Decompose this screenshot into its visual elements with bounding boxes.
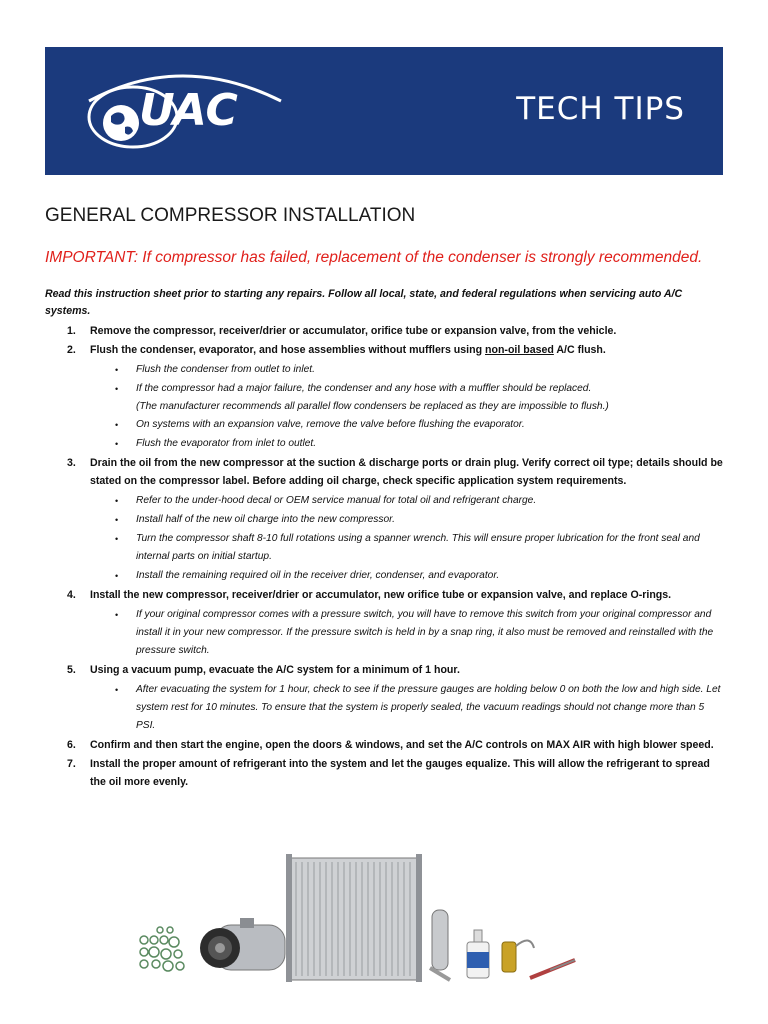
sub-item: • On systems with an expansion valve, remove the valve before flushing the evaporator. [115,419,525,430]
step-text: Confirm and then start the engine, open the doors & windows, and set the A/C controls on MAX AIR with high blower speed. [90,739,714,751]
sub-item: • If your original compressor comes with a pressure switch, you will have to remove this switch from your original compressor and install it in your new compressor. If the pressure switch is held in by a snap ring, it also must be removed and reinstalled with the pressure switch. [115,609,714,656]
step-number: 5. [67,664,76,676]
step-item [45,341,725,453]
uac-logo [81,61,291,161]
step-text: A/C flush. [553,344,606,356]
step-item [45,586,725,660]
banner-title: TECH TIPS [516,91,685,127]
orifice-tube-icon [530,960,575,978]
step-number: 1. [67,325,76,337]
step-text: Remove the compressor, receiver/drier or accumulator, orifice tube or expansion valve, from the vehicle. [90,325,617,337]
step-item [45,736,725,754]
sub-item: • Refer to the under-hood decal or OEM service manual for total oil and refrigerant charge. [115,495,537,506]
product-kit-image [130,850,590,985]
sub-item: • Flush the evaporator from inlet to outlet. [115,438,317,449]
step-text: Using a vacuum pump, evacuate the A/C system for a minimum of 1 hour. [90,664,460,676]
oil-bottle-icon [467,930,489,978]
intro-text: Read this instruction sheet prior to starting any repairs. Follow all local, state, and federal regulations when servicing auto A/C systems. [45,288,683,317]
step-number: 6. [67,739,76,751]
compressor-icon [200,918,285,970]
important-notice: IMPORTANT: If compressor has failed, replacement of the condenser is strongly recommended. [45,249,703,266]
step-number: 3. [67,457,76,469]
step-text: Drain the oil from the new compressor at the suction & discharge ports or drain plug. Verify correct oil type; details should be stated on the compressor label. Before adding oil charge, check specific application system requirements. [90,457,723,487]
sub-item: • Turn the compressor shaft 8-10 full rotations using a spanner wrench. This will ensure proper lubrication for the front seal and internal parts on initial startup. [115,533,700,562]
step-number: 2. [67,344,76,356]
sub-item: • After evacuating the system for 1 hour, check to see if the pressure gauges are holding below 0 on both the low and high side. Let system rest for 10 minutes. To ensure that the system is properly sealed, the vacuum readings should not change more than 5 PSI. [115,684,721,731]
step-item [45,661,725,735]
step-text: Install the new compressor, receiver/drier or accumulator, new orifice tube or expansion valve, and replace O-rings. [90,589,672,601]
sub-item: • Flush the condenser from outlet to inlet. [115,364,315,375]
o-ring-kit-icon [140,927,184,971]
sub-item: • Install half of the new oil charge into the new compressor. [115,514,395,525]
receiver-drier-icon [430,910,450,980]
steps-list [45,322,725,792]
step-item [45,454,725,585]
page-title: GENERAL COMPRESSOR INSTALLATION [45,205,416,226]
step-item [45,755,725,791]
svg-text:UAC: UAC [139,85,238,136]
step-number: 7. [67,758,76,770]
step-item [45,322,725,340]
expansion-valve-icon [502,940,534,972]
sub-item: • Install the remaining required oil in the receiver drier, condenser, and evaporator. [115,570,500,581]
header-banner [45,47,723,175]
step-text: Install the proper amount of refrigerant into the system and let the gauges equalize. This will allow the refrigerant to spread the oil more evenly. [90,758,710,788]
sub-item: • If the compressor had a major failure, the condenser and any hose with a muffler should be replaced. (The manufacturer recommends all parallel flow condensers be replaced as they are impossible to flush.) [115,383,609,412]
condenser-icon [286,854,422,982]
step-text-underlined: non-oil based [485,344,554,356]
step-number: 4. [67,589,76,601]
step-text: Flush the condenser, evaporator, and hose assemblies without mufflers using [90,344,485,356]
